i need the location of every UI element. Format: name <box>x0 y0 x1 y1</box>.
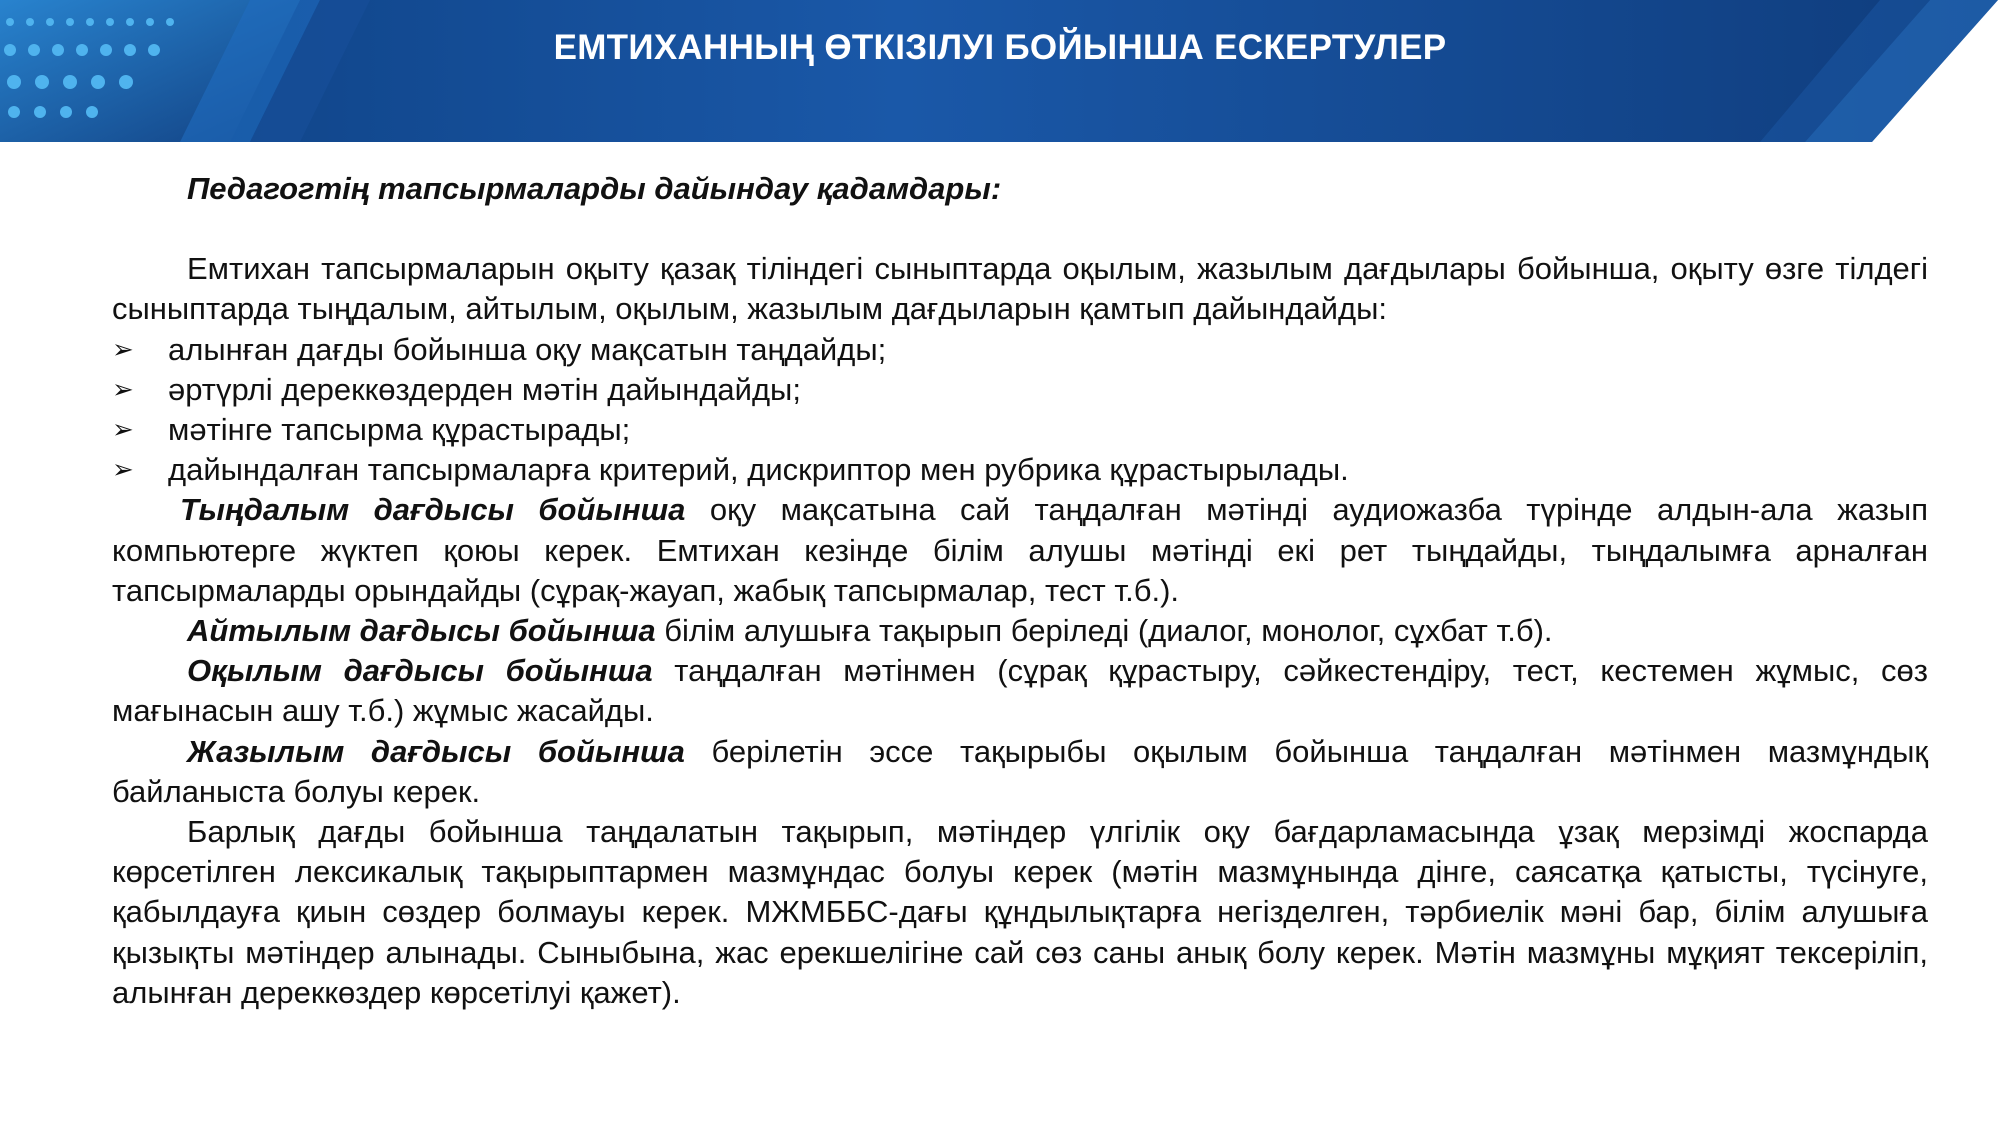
section-heading: Педагогтің тапсырмаларды дайындау қадамдары: <box>187 171 1002 206</box>
page-title: ЕМТИХАННЫҢ ӨТКІЗІЛУІ БОЙЫНША ЕСКЕРТУЛЕР <box>553 28 1447 67</box>
steps-list <box>112 330 1928 491</box>
header-banner <box>0 0 2000 142</box>
listening-lead: Тыңдалым дағдысы бойынша <box>180 492 686 528</box>
list-item-text: мәтінге тапсырма құрастырады; <box>168 412 631 448</box>
reading-lead: Оқылым дағдысы бойынша <box>187 653 653 689</box>
arrow-bullet-icon: ➢ <box>112 374 134 405</box>
reading-paragraph <box>112 651 1928 731</box>
arrow-bullet-icon: ➢ <box>112 455 134 486</box>
list-item <box>112 450 1928 490</box>
list-item <box>112 330 1928 370</box>
intro-paragraph: Емтихан тапсырмаларын оқыту қазақ тіліндегі сыныптарда оқылым, жазылым дағдылары бойынша, оқыту өзге тілдегі сыныптарда тыңдалым, айтылым, оқылым, жазылым дағдыларын қамтып дайындайды: <box>112 251 1928 327</box>
document-body <box>112 169 1928 1013</box>
writing-text: берілетін эссе тақырыбы оқылым бойынша таңдалған мәтінмен мазмұндық байланыста болуы керек. <box>112 733 1928 809</box>
reading-text: таңдалған мәтінмен (сұрақ құрастыру, сәйкестендіру, тест, кестемен жұмыс, сөз мағынасын ашу т.б.) жұмыс жасайды. <box>112 653 1928 729</box>
arrow-bullet-icon: ➢ <box>112 415 134 446</box>
listening-text: оқу мақсатына сай таңдалған мәтінді аудиожазба түрінде алдын-ала жазып компьютерге жүктеп қоюы керек. Емтихан кезінде білім алушы мәтінді екі рет тыңдайды, тыңдалымға арналған тапсырмаларды орындайды (сұрақ-жауап, жабық тапсырмалар, тест т.б.). <box>112 492 1928 608</box>
list-item <box>112 410 1928 450</box>
speaking-paragraph <box>112 611 1928 651</box>
list-item-text: алынған дағды бойынша оқу мақсатын таңдайды; <box>168 331 887 367</box>
list-item-text: дайындалған тапсырмаларға критерий, дискриптор мен рубрика құрастырылады. <box>168 452 1349 488</box>
writing-paragraph <box>112 732 1928 812</box>
speaking-lead: Айтылым дағдысы бойынша <box>187 613 656 649</box>
listening-paragraph <box>112 490 1928 611</box>
list-item <box>112 370 1928 410</box>
speaking-text: білім алушыға тақырып беріледі (диалог, монолог, сұхбат т.б). <box>655 613 1553 649</box>
list-item-text: әртүрлі дереккөздерден мәтін дайындайды; <box>168 371 801 407</box>
closing-paragraph: Барлық дағды бойынша таңдалатын тақырып, мәтіндер үлгілік оқу бағдарламасында ұзақ мерзімді жоспарда көрсетілген лексикалық тақырыптармен мазмұндас болуы керек (мәтін мазмұнында дінге, саясатқа қатысты, түсінуге, қабылдауға қиын сөздер болмауы керек. МЖМББС-дағы құндылықтарға негізделген, тәрбиелік мәні бар, білім алушыға қызықты мәтіндер алынады. Сыныбына, жас ерекшелігіне сай сөз саны анық болу керек. Мәтін мазмұны мұқият тексеріліп, алынған дереккөздер көрсетілуі қажет). <box>112 814 1928 1010</box>
writing-lead: Жазылым дағдысы бойынша <box>187 733 685 769</box>
header-background <box>0 0 2000 142</box>
arrow-bullet-icon: ➢ <box>112 334 134 365</box>
